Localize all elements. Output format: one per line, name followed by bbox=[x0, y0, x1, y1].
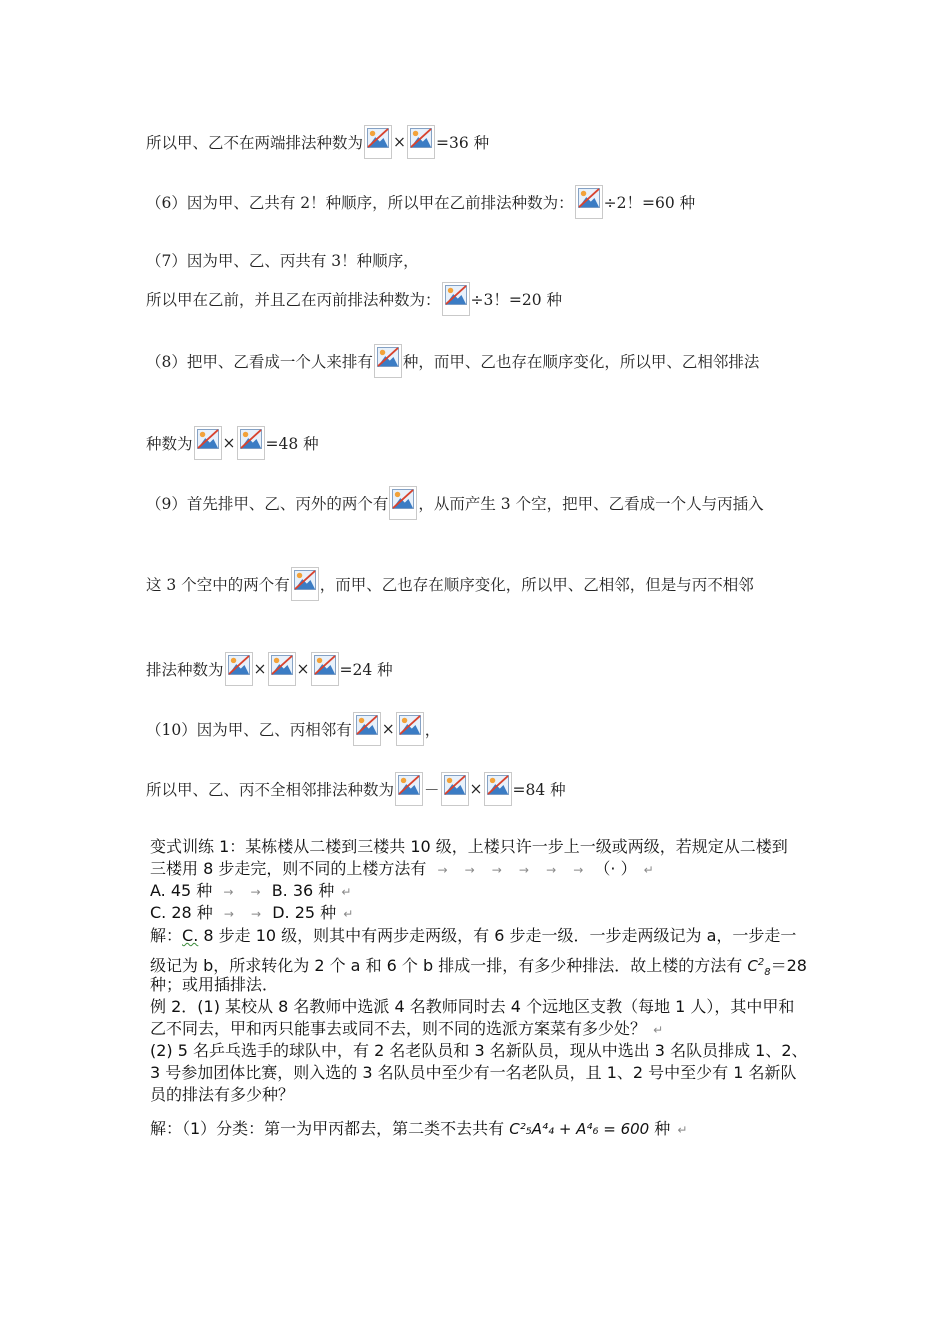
text-line bbox=[146, 711, 440, 747]
broken-image-icon bbox=[353, 712, 381, 746]
example-line bbox=[150, 1062, 797, 1084]
text: 8 步走 10 级，则其中有两步走两级，有 6 步走一级．一步走两级记为 a，一步走一 bbox=[203, 926, 797, 945]
text: ， bbox=[424, 721, 441, 739]
broken-image-icon bbox=[442, 282, 470, 316]
tab-arrow-icon: → bbox=[223, 885, 234, 899]
broken-image-icon bbox=[268, 652, 296, 686]
text: × bbox=[393, 133, 407, 151]
text: 员的排法有多少种？ bbox=[150, 1085, 295, 1104]
tab-arrow-icon: → bbox=[518, 863, 529, 877]
return-mark-icon: ↵ bbox=[343, 907, 354, 921]
text: 乙不同去，甲和丙只能事去或同不去，则不同的选派方案菜有多少处？ bbox=[150, 1019, 647, 1038]
text: ÷2！=60 种 bbox=[603, 194, 696, 212]
text: 种数为 bbox=[146, 435, 193, 453]
broken-image-icon bbox=[225, 652, 253, 686]
return-mark-icon: ↵ bbox=[341, 885, 352, 899]
text: =24 种 bbox=[339, 661, 393, 679]
option-line bbox=[150, 902, 353, 925]
text: 所以甲在乙前，并且乙在丙前排法种数为： bbox=[146, 291, 441, 309]
text: 种，而甲、乙也存在顺序变化，所以甲、乙相邻排法 bbox=[402, 353, 760, 371]
broken-image-icon bbox=[575, 185, 603, 219]
text: × bbox=[253, 660, 267, 678]
text-line bbox=[146, 281, 562, 317]
option-line bbox=[150, 880, 351, 903]
tab-arrow-icon: → bbox=[491, 863, 502, 877]
text: ＝28 bbox=[770, 956, 807, 975]
broken-image-icon bbox=[291, 567, 319, 601]
text: =48 种 bbox=[265, 435, 319, 453]
text: × bbox=[222, 434, 236, 452]
text: （7）因为甲、乙、丙共有 3！种顺序， bbox=[146, 252, 419, 270]
tab-arrow-icon: → bbox=[250, 885, 261, 899]
text: 解：（1）分类：第一为甲丙都去，第二类不去共有 bbox=[150, 1119, 505, 1138]
exercise-question-line bbox=[150, 858, 654, 881]
broken-image-icon bbox=[311, 652, 339, 686]
text-line bbox=[146, 651, 393, 687]
option-d: D. 25 种 bbox=[272, 903, 337, 922]
text: （· ） bbox=[594, 859, 637, 878]
example-line bbox=[150, 1084, 294, 1106]
text: =36 种 bbox=[436, 134, 490, 152]
text: 解： bbox=[150, 926, 183, 945]
return-mark-icon: ↵ bbox=[643, 863, 654, 877]
text-line bbox=[146, 242, 419, 278]
text: 级记为 b，所求转化为 2 个 a 和 6 个 b 排成一排，有多少种排法．故上楼的方法有 bbox=[150, 956, 743, 975]
text: ÷3！=20 种 bbox=[470, 291, 563, 309]
text: 所以甲、乙不在两端排法种数为 bbox=[146, 134, 364, 152]
example-line bbox=[150, 1018, 663, 1041]
text-line bbox=[146, 771, 566, 807]
tab-arrow-icon: → bbox=[464, 863, 475, 877]
formula: C²₅A⁴₄ + A⁴₆ = 600 bbox=[509, 1120, 650, 1138]
text: 这 3 个空中的两个有 bbox=[146, 576, 290, 594]
return-mark-icon: ↵ bbox=[677, 1123, 688, 1137]
example-line bbox=[150, 996, 794, 1018]
text: × bbox=[469, 780, 483, 798]
text: =84 种 bbox=[512, 781, 566, 799]
example-line bbox=[150, 1040, 808, 1062]
broken-image-icon bbox=[396, 712, 424, 746]
broken-image-icon bbox=[364, 125, 392, 159]
broken-image-icon bbox=[407, 125, 435, 159]
tab-arrow-icon: → bbox=[546, 863, 557, 877]
tab-arrow-icon: → bbox=[223, 907, 234, 921]
text: C. bbox=[182, 926, 199, 945]
text: × bbox=[381, 720, 395, 738]
return-mark-icon: ↵ bbox=[653, 1023, 664, 1037]
text-line bbox=[146, 343, 759, 379]
text: 2 bbox=[757, 957, 765, 968]
tab-arrow-icon: → bbox=[251, 907, 262, 921]
text: － bbox=[424, 781, 440, 799]
text: （10）因为甲、乙、丙相邻有 bbox=[146, 721, 352, 739]
exercise-question-line bbox=[150, 836, 788, 858]
text-line bbox=[146, 425, 319, 461]
solution-line bbox=[150, 974, 278, 996]
text-line bbox=[146, 124, 489, 160]
broken-image-icon bbox=[237, 426, 265, 460]
text: 3 号参加团体比赛，则入选的 3 名队员中至少有一名老队员，且 1、2 号中至少有 1 名新队 bbox=[150, 1063, 797, 1082]
text-line bbox=[146, 566, 754, 602]
text-line bbox=[146, 485, 764, 521]
tab-arrow-icon: → bbox=[573, 863, 584, 877]
option-b: B. 36 种 bbox=[271, 881, 335, 900]
text: （9）首先排甲、乙、丙外的两个有 bbox=[146, 495, 389, 513]
broken-image-icon bbox=[389, 486, 417, 520]
text: (2) 5 名乒乓选手的球队中，有 2 名老队员和 3 名新队员，现从中选出 3 名队员排成 1、2、 bbox=[150, 1041, 808, 1060]
broken-image-icon bbox=[441, 772, 469, 806]
solution-line bbox=[150, 925, 796, 947]
combination-formula bbox=[747, 957, 771, 978]
option-c: C. 28 种 bbox=[150, 903, 213, 922]
text: 种 bbox=[654, 1119, 671, 1138]
text: 例 2．(1) 某校从 8 名教师中选派 4 名教师同时去 4 个远地区支教（每地 1 人），其中甲和 bbox=[150, 997, 795, 1016]
text: （6）因为甲、乙共有 2！种顺序，所以甲在乙前排法种数为： bbox=[146, 194, 574, 212]
text: C bbox=[747, 957, 758, 975]
text: 8 bbox=[764, 967, 771, 978]
option-a: A. 45 种 bbox=[150, 881, 213, 900]
text: × bbox=[296, 660, 310, 678]
broken-image-icon bbox=[395, 772, 423, 806]
text: 种；或用插排法． bbox=[150, 975, 279, 994]
text: ，从而产生 3 个空，把甲、乙看成一个人与丙插入 bbox=[418, 495, 764, 513]
tab-arrow-icon: → bbox=[437, 863, 448, 877]
text: ，而甲、乙也存在顺序变化，所以甲、乙相邻，但是与丙不相邻 bbox=[319, 576, 754, 594]
text: 排法种数为 bbox=[146, 661, 224, 679]
text: （8）把甲、乙看成一个人来排有 bbox=[146, 353, 373, 371]
text: 三楼用 8 步走完，则不同的上楼方法有 bbox=[150, 859, 427, 878]
broken-image-icon bbox=[484, 772, 512, 806]
text: 所以甲、乙、丙不全相邻排法种数为 bbox=[146, 781, 395, 799]
broken-image-icon bbox=[194, 426, 222, 460]
broken-image-icon bbox=[374, 344, 402, 378]
text-line bbox=[146, 184, 695, 220]
text: 变式训练 1：某栋楼从二楼到三楼共 10 级，上楼只许一步上一级或两级，若规定从二楼到 bbox=[150, 837, 788, 856]
solution-line bbox=[150, 1118, 687, 1141]
